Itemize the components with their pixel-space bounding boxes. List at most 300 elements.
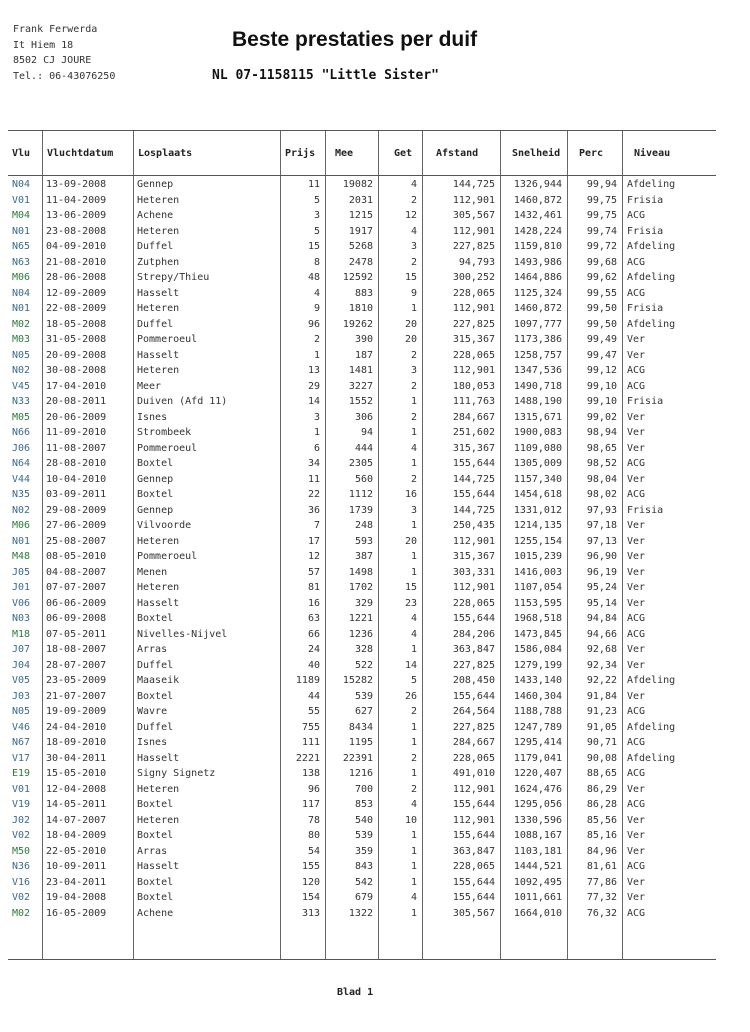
cell-vlu: N01 — [12, 225, 31, 237]
cell-vlu: M03 — [12, 334, 31, 345]
cell-afstand: 180,053 — [452, 380, 495, 392]
cell-vlu: N63 — [12, 256, 31, 268]
cell-prijs: 12 — [307, 551, 320, 562]
cell-niveau: Ver — [627, 427, 646, 438]
cell-niveau: ACG — [627, 365, 646, 376]
col-header-vlu: Vlu — [12, 147, 31, 159]
cell-losplaats: Achene — [137, 907, 174, 919]
cell-losplaats: Heteren — [137, 225, 180, 237]
cell-vluchtdatum: 22-08-2009 — [46, 303, 107, 314]
address-phone: Tel.: 06-43076250 — [13, 70, 116, 82]
cell-mee: 1917 — [348, 225, 373, 237]
cell-mee: 12592 — [342, 272, 373, 283]
cell-mee: 19082 — [342, 179, 373, 190]
cell-vluchtdatum: 12-09-2009 — [46, 287, 107, 299]
cell-snelheid: 1255,154 — [513, 535, 562, 547]
cell-niveau: ACG — [627, 706, 646, 717]
table-row — [8, 613, 716, 629]
cell-snelheid: 1464,886 — [513, 272, 562, 283]
cell-niveau: Frisia — [627, 504, 664, 516]
cell-vluchtdatum: 30-04-2011 — [46, 752, 107, 764]
cell-mee: 2305 — [348, 458, 373, 469]
cell-snelheid: 1433,140 — [513, 675, 562, 686]
cell-vluchtdatum: 21-07-2007 — [46, 690, 107, 702]
cell-mee: 94 — [360, 427, 373, 438]
cell-vlu: V01 — [12, 194, 31, 206]
cell-vlu: M05 — [12, 411, 31, 423]
table-row — [8, 660, 716, 676]
cell-vluchtdatum: 12-04-2008 — [46, 783, 107, 795]
cell-vluchtdatum: 18-04-2009 — [46, 830, 107, 841]
cell-losplaats: Hasselt — [137, 861, 180, 872]
cell-prijs: 1189 — [295, 675, 320, 686]
table-row — [8, 691, 716, 707]
cell-afstand: 112,901 — [452, 783, 495, 795]
cell-prijs: 44 — [307, 690, 320, 702]
cell-perc: 98,02 — [586, 489, 617, 500]
cell-losplaats: Vilvoorde — [137, 520, 192, 531]
table-row — [8, 226, 716, 242]
cell-vlu: N33 — [12, 396, 31, 407]
cell-afstand: 144,725 — [452, 179, 495, 190]
cell-losplaats: Boxtel — [137, 799, 174, 810]
cell-get: 12 — [404, 210, 417, 221]
cell-snelheid: 1258,757 — [513, 349, 562, 361]
cell-get: 2 — [410, 752, 417, 764]
cell-get: 20 — [404, 318, 417, 330]
cell-snelheid: 1968,518 — [513, 613, 562, 624]
cell-vluchtdatum: 06-06-2009 — [46, 597, 107, 609]
cell-vluchtdatum: 27-06-2009 — [46, 520, 107, 531]
col-header-vluchtdatum: Vluchtdatum — [47, 147, 114, 159]
cell-niveau: Ver — [627, 876, 646, 888]
cell-perc: 99,94 — [586, 179, 617, 190]
cell-get: 2 — [410, 706, 417, 717]
cell-mee: 22391 — [342, 752, 373, 764]
cell-niveau: ACG — [627, 907, 646, 919]
cell-perc: 97,93 — [586, 504, 617, 516]
cell-vluchtdatum: 16-05-2009 — [46, 907, 107, 919]
cell-vlu: J03 — [12, 690, 31, 702]
cell-perc: 99,68 — [586, 256, 617, 268]
cell-niveau: Afdeling — [627, 675, 676, 686]
cell-afstand: 228,065 — [452, 287, 495, 299]
cell-mee: 1810 — [348, 303, 373, 314]
cell-vlu: N67 — [12, 737, 31, 748]
cell-prijs: 155 — [301, 861, 320, 872]
cell-snelheid: 1103,181 — [513, 845, 562, 857]
table-row — [8, 505, 716, 521]
cell-vluchtdatum: 24-04-2010 — [46, 721, 107, 733]
cell-get: 23 — [404, 597, 417, 609]
cell-losplaats: Heteren — [137, 814, 180, 826]
cell-mee: 5268 — [348, 241, 373, 252]
cell-mee: 1195 — [348, 737, 373, 748]
cell-perc: 90,71 — [586, 737, 617, 748]
cell-niveau: Ver — [627, 582, 646, 593]
cell-vlu: V45 — [12, 380, 31, 392]
cell-perc: 91,05 — [586, 721, 617, 733]
cell-vlu: M06 — [12, 520, 31, 531]
cell-niveau: Ver — [627, 473, 646, 485]
cell-afstand: 155,644 — [452, 489, 495, 500]
table-row — [8, 474, 716, 490]
cell-perc: 81,61 — [586, 861, 617, 872]
cell-niveau: Ver — [627, 892, 646, 903]
cell-snelheid: 1097,777 — [513, 318, 562, 330]
cell-vlu: V01 — [12, 783, 31, 795]
cell-losplaats: Zutphen — [137, 256, 180, 268]
cell-vlu: J04 — [12, 659, 31, 671]
cell-mee: 1215 — [348, 210, 373, 221]
cell-afstand: 228,065 — [452, 349, 495, 361]
cell-get: 2 — [410, 256, 417, 268]
cell-prijs: 6 — [313, 442, 320, 454]
cell-get: 16 — [404, 489, 417, 500]
cell-losplaats: Duffel — [137, 241, 174, 252]
cell-perc: 77,86 — [586, 876, 617, 888]
cell-perc: 88,65 — [586, 768, 617, 779]
cell-prijs: 34 — [307, 458, 320, 469]
cell-prijs: 54 — [307, 845, 320, 857]
results-table — [8, 131, 716, 923]
cell-perc: 98,94 — [586, 427, 617, 438]
table-row — [8, 768, 716, 784]
cell-snelheid: 1331,012 — [513, 504, 562, 516]
cell-mee: 390 — [354, 334, 373, 345]
cell-snelheid: 1088,167 — [513, 830, 562, 841]
cell-get: 26 — [404, 690, 417, 702]
cell-perc: 99,62 — [586, 272, 617, 283]
cell-vlu: M02 — [12, 318, 31, 330]
cell-losplaats: Meer — [137, 380, 162, 392]
cell-losplaats: Boxtel — [137, 876, 174, 888]
cell-prijs: 154 — [301, 892, 320, 903]
cell-mee: 359 — [354, 845, 373, 857]
cell-get: 1 — [410, 458, 417, 469]
cell-snelheid: 1214,135 — [513, 520, 562, 531]
cell-afstand: 227,825 — [452, 659, 495, 671]
cell-niveau: ACG — [627, 287, 646, 299]
cell-mee: 853 — [354, 799, 373, 810]
cell-losplaats: Heteren — [137, 365, 180, 376]
cell-prijs: 13 — [307, 365, 320, 376]
cell-snelheid: 1416,003 — [513, 566, 562, 578]
cell-vlu: M04 — [12, 210, 31, 221]
cell-prijs: 40 — [307, 659, 320, 671]
cell-losplaats: Gennep — [137, 179, 174, 190]
cell-mee: 539 — [354, 690, 373, 702]
cell-get: 15 — [404, 582, 417, 593]
cell-prijs: 80 — [307, 830, 320, 841]
cell-perc: 99,10 — [586, 380, 617, 392]
cell-vlu: M02 — [12, 907, 31, 919]
cell-losplaats: Heteren — [137, 303, 180, 314]
cell-get: 2 — [410, 380, 417, 392]
cell-prijs: 36 — [307, 504, 320, 516]
cell-vlu: N05 — [12, 706, 31, 717]
cell-vluchtdatum: 04-09-2010 — [46, 241, 107, 252]
cell-losplaats: Heteren — [137, 783, 180, 795]
cell-perc: 95,24 — [586, 582, 617, 593]
cell-perc: 99,49 — [586, 334, 617, 345]
cell-snelheid: 1295,414 — [513, 737, 562, 748]
cell-prijs: 1 — [313, 349, 320, 361]
cell-snelheid: 1454,618 — [513, 489, 562, 500]
cell-vluchtdatum: 13-09-2008 — [46, 179, 107, 190]
cell-prijs: 5 — [313, 194, 320, 206]
cell-vlu: J06 — [12, 442, 31, 454]
cell-afstand: 208,450 — [452, 675, 495, 686]
cell-mee: 15282 — [342, 675, 373, 686]
cell-perc: 92,68 — [586, 644, 617, 655]
cell-get: 4 — [410, 179, 417, 190]
cell-niveau: ACG — [627, 613, 646, 624]
cell-vluchtdatum: 25-08-2007 — [46, 535, 107, 547]
cell-afstand: 111,763 — [452, 396, 495, 407]
cell-mee: 329 — [354, 597, 373, 609]
cell-perc: 98,52 — [586, 458, 617, 469]
cell-vlu: M18 — [12, 628, 31, 640]
table-row — [8, 319, 716, 335]
cell-perc: 77,32 — [586, 892, 617, 903]
cell-prijs: 48 — [307, 272, 320, 283]
cell-vluchtdatum: 18-08-2007 — [46, 644, 107, 655]
table-row — [8, 737, 716, 753]
cell-snelheid: 1109,080 — [513, 442, 562, 454]
cell-losplaats: Hasselt — [137, 287, 180, 299]
cell-snelheid: 1488,190 — [513, 396, 562, 407]
cell-losplaats: Boxtel — [137, 830, 174, 841]
cell-get: 20 — [404, 535, 417, 547]
cell-losplaats: Boxtel — [137, 613, 174, 624]
cell-vlu: N65 — [12, 241, 31, 252]
cell-afstand: 155,644 — [452, 458, 495, 469]
cell-snelheid: 1586,084 — [513, 644, 562, 655]
cell-mee: 2478 — [348, 256, 373, 268]
cell-get: 4 — [410, 442, 417, 454]
cell-get: 2 — [410, 411, 417, 423]
table-row — [8, 784, 716, 800]
cell-mee: 1739 — [348, 504, 373, 516]
cell-perc: 99,75 — [586, 194, 617, 206]
cell-prijs: 5 — [313, 225, 320, 237]
cell-niveau: Frisia — [627, 225, 664, 237]
cell-afstand: 305,567 — [452, 210, 495, 221]
cell-snelheid: 1153,595 — [513, 597, 562, 609]
cell-perc: 86,29 — [586, 783, 617, 795]
table-row — [8, 706, 716, 722]
cell-prijs: 78 — [307, 814, 320, 826]
cell-get: 1 — [410, 721, 417, 733]
cell-snelheid: 1173,386 — [513, 334, 562, 345]
cell-vluchtdatum: 07-05-2011 — [46, 628, 107, 640]
cell-niveau: Ver — [627, 659, 646, 671]
cell-prijs: 313 — [301, 907, 320, 919]
cell-prijs: 9 — [313, 303, 320, 314]
cell-niveau: Frisia — [627, 194, 664, 206]
cell-prijs: 755 — [301, 721, 320, 733]
cell-mee: 522 — [354, 659, 373, 671]
cell-snelheid: 1624,476 — [513, 783, 562, 795]
cell-get: 4 — [410, 628, 417, 640]
cell-get: 9 — [410, 287, 417, 299]
cell-perc: 96,19 — [586, 566, 617, 578]
cell-afstand: 155,644 — [452, 799, 495, 810]
table-row — [8, 877, 716, 893]
cell-vlu: V16 — [12, 876, 31, 888]
table-row — [8, 489, 716, 505]
cell-niveau: Ver — [627, 783, 646, 795]
cell-get: 3 — [410, 241, 417, 252]
cell-afstand: 112,901 — [452, 225, 495, 237]
cell-losplaats: Duffel — [137, 659, 174, 671]
cell-snelheid: 1107,054 — [513, 582, 562, 593]
cell-vluchtdatum: 10-09-2011 — [46, 861, 107, 872]
cell-losplaats: Menen — [137, 566, 168, 578]
cell-niveau: Ver — [627, 690, 646, 702]
cell-afstand: 94,793 — [458, 256, 495, 268]
cell-losplaats: Gennep — [137, 473, 174, 485]
cell-snelheid: 1305,009 — [513, 458, 562, 469]
cell-mee: 679 — [354, 892, 373, 903]
cell-snelheid: 1460,872 — [513, 194, 562, 206]
cell-snelheid: 1279,199 — [513, 659, 562, 671]
cell-get: 3 — [410, 365, 417, 376]
cell-prijs: 117 — [301, 799, 320, 810]
cell-afstand: 363,847 — [452, 644, 495, 655]
results-table-frame — [8, 130, 716, 960]
cell-get: 1 — [410, 861, 417, 872]
cell-vlu: N05 — [12, 349, 31, 361]
cell-vluchtdatum: 14-05-2011 — [46, 799, 107, 810]
cell-mee: 1702 — [348, 582, 373, 593]
cell-afstand: 363,847 — [452, 845, 495, 857]
cell-get: 2 — [410, 349, 417, 361]
cell-prijs: 11 — [307, 179, 320, 190]
cell-prijs: 1 — [313, 427, 320, 438]
cell-afstand: 227,825 — [452, 318, 495, 330]
cell-afstand: 155,644 — [452, 876, 495, 888]
cell-vluchtdatum: 31-05-2008 — [46, 334, 107, 345]
cell-vluchtdatum: 06-09-2008 — [46, 613, 107, 624]
cell-niveau: Ver — [627, 845, 646, 857]
cell-prijs: 63 — [307, 613, 320, 624]
cell-snelheid: 1015,239 — [513, 551, 562, 562]
cell-vluchtdatum: 18-09-2010 — [46, 737, 107, 748]
cell-prijs: 16 — [307, 597, 320, 609]
cell-prijs: 22 — [307, 489, 320, 500]
cell-mee: 540 — [354, 814, 373, 826]
cell-niveau: Frisia — [627, 396, 664, 407]
cell-vlu: N02 — [12, 365, 31, 376]
cell-perc: 99,74 — [586, 225, 617, 237]
table-row — [8, 892, 716, 908]
cell-get: 2 — [410, 473, 417, 485]
cell-perc: 96,90 — [586, 551, 617, 562]
col-header-afstand: Afstand — [436, 147, 479, 159]
table-row — [8, 195, 716, 211]
cell-snelheid: 1428,224 — [513, 225, 562, 237]
cell-perc: 91,23 — [586, 706, 617, 717]
cell-niveau: ACG — [627, 861, 646, 872]
cell-vluchtdatum: 21-08-2010 — [46, 256, 107, 268]
cell-get: 1 — [410, 737, 417, 748]
cell-perc: 98,65 — [586, 442, 617, 454]
cell-perc: 85,56 — [586, 814, 617, 826]
cell-get: 1 — [410, 427, 417, 438]
cell-niveau: Ver — [627, 334, 646, 345]
table-row — [8, 644, 716, 660]
cell-vlu: N04 — [12, 287, 31, 299]
cell-prijs: 29 — [307, 380, 320, 392]
cell-losplaats: Arras — [137, 644, 168, 655]
cell-perc: 94,66 — [586, 628, 617, 640]
cell-prijs: 7 — [313, 520, 320, 531]
cell-vluchtdatum: 11-09-2010 — [46, 427, 107, 438]
cell-vluchtdatum: 07-07-2007 — [46, 582, 107, 593]
cell-niveau: ACG — [627, 799, 646, 810]
table-row — [8, 722, 716, 738]
cell-vlu: V17 — [12, 752, 31, 764]
cell-losplaats: Strombeek — [137, 427, 192, 438]
cell-losplaats: Boxtel — [137, 892, 174, 903]
cell-get: 1 — [410, 520, 417, 531]
cell-mee: 1112 — [348, 489, 373, 500]
cell-niveau: Ver — [627, 411, 646, 423]
cell-losplaats: Duffel — [137, 721, 174, 733]
cell-vlu: N01 — [12, 535, 31, 547]
cell-afstand: 284,667 — [452, 737, 495, 748]
cell-prijs: 57 — [307, 566, 320, 578]
cell-afstand: 112,901 — [452, 194, 495, 206]
cell-perc: 99,50 — [586, 318, 617, 330]
cell-perc: 99,47 — [586, 349, 617, 361]
cell-prijs: 55 — [307, 706, 320, 717]
cell-mee: 444 — [354, 442, 373, 454]
cell-vluchtdatum: 03-09-2011 — [46, 489, 107, 500]
cell-mee: 700 — [354, 783, 373, 795]
cell-snelheid: 1460,304 — [513, 690, 562, 702]
cell-afstand: 315,367 — [452, 442, 495, 454]
cell-vlu: V44 — [12, 473, 31, 485]
table-row — [8, 175, 716, 195]
cell-niveau: Ver — [627, 597, 646, 609]
table-row — [8, 582, 716, 598]
cell-mee: 387 — [354, 551, 373, 562]
cell-vluchtdatum: 08-05-2010 — [46, 551, 107, 562]
cell-vlu: V02 — [12, 830, 31, 841]
cell-niveau: ACG — [627, 256, 646, 268]
cell-losplaats: Boxtel — [137, 690, 174, 702]
cell-mee: 306 — [354, 411, 373, 423]
cell-vlu: E19 — [12, 768, 31, 779]
cell-vlu: N04 — [12, 179, 31, 190]
cell-mee: 1481 — [348, 365, 373, 376]
col-header-losplaats: Losplaats — [138, 147, 193, 159]
cell-afstand: 112,901 — [452, 303, 495, 314]
col-header-prijs: Prijs — [285, 147, 316, 159]
cell-prijs: 2221 — [295, 752, 320, 764]
page-number: Blad 1 — [337, 987, 374, 998]
cell-perc: 98,04 — [586, 473, 617, 485]
cell-snelheid: 1330,596 — [513, 814, 562, 826]
cell-prijs: 4 — [313, 287, 320, 299]
cell-vlu: N36 — [12, 861, 31, 872]
cell-losplaats: Heteren — [137, 535, 180, 547]
cell-get: 1 — [410, 551, 417, 562]
cell-mee: 1498 — [348, 566, 373, 578]
